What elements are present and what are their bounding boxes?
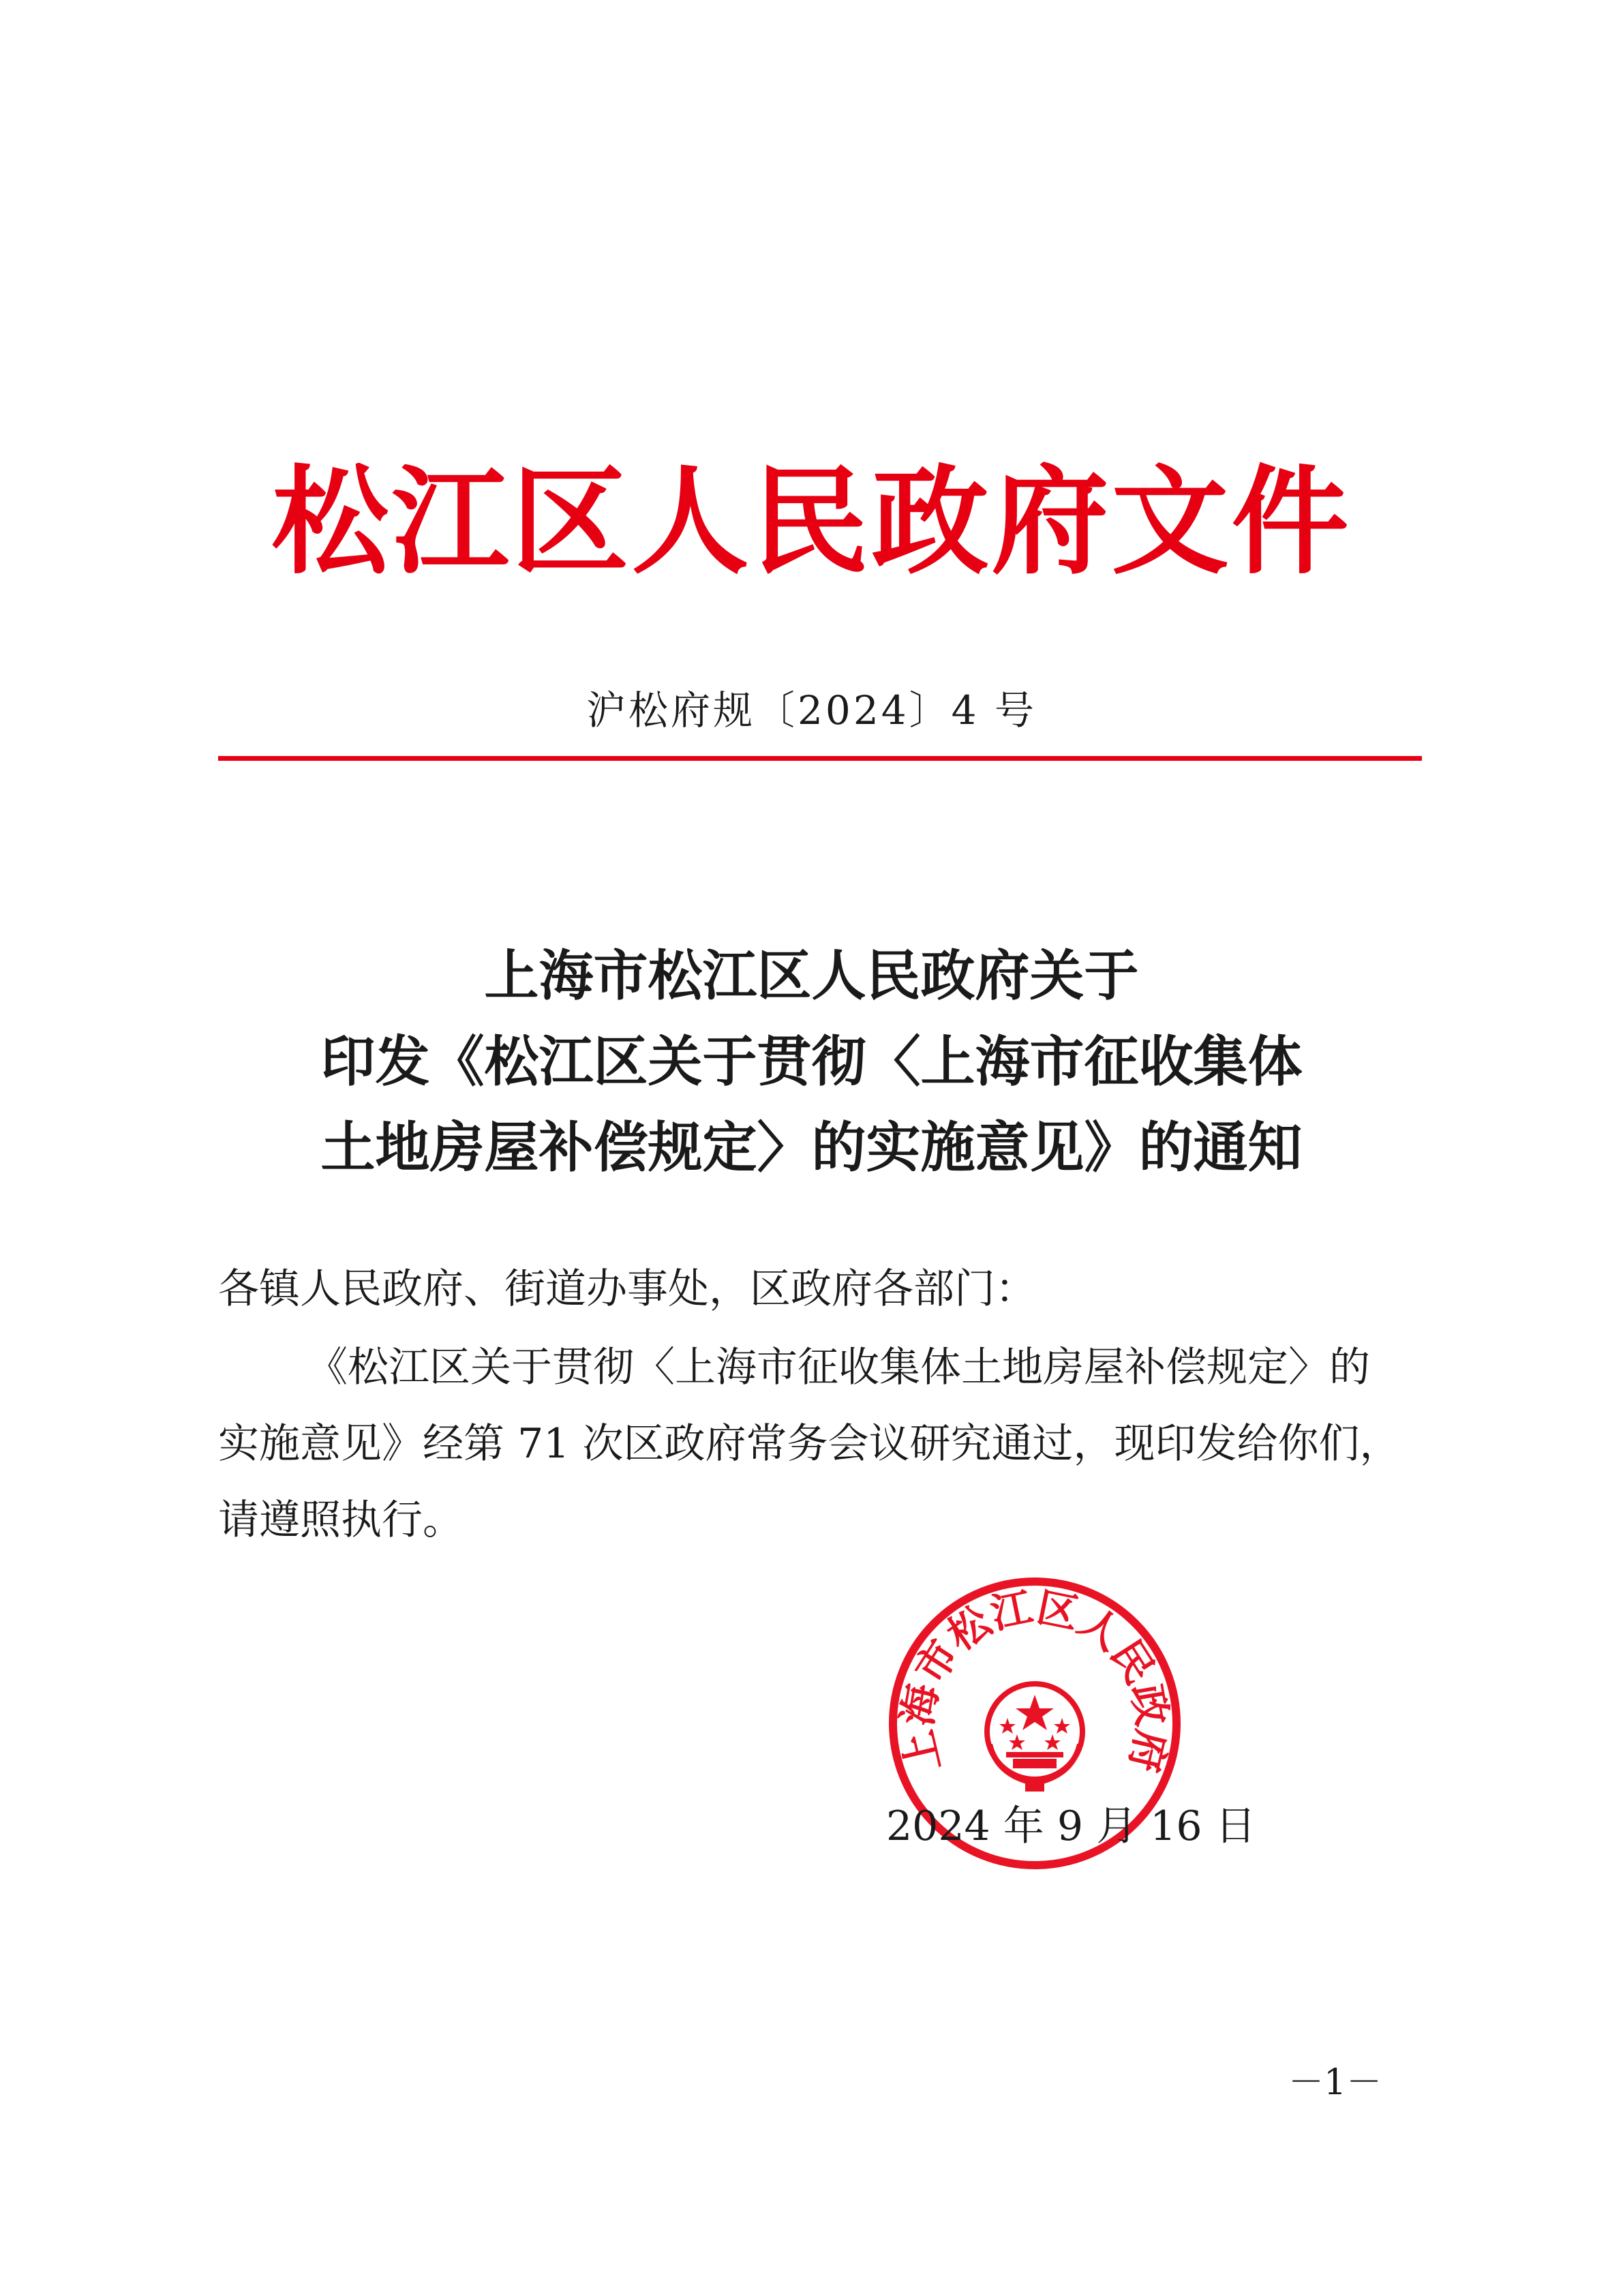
- document-number: 沪松府规〔2024〕4 号: [586, 687, 1037, 734]
- body-line: 实施意见》经第 71 次区政府常务会议研究通过，现印发给你们，: [218, 1420, 1401, 1468]
- title-line: 印发《松江区关于贯彻〈上海市征收集体: [320, 1029, 1303, 1093]
- masthead-title: 松江区人民政府文件: [271, 452, 1352, 590]
- body-line: 请遵照执行。: [218, 1496, 464, 1544]
- title-line: 上海市松江区人民政府关于: [484, 943, 1139, 1008]
- national-emblem-icon: [987, 1684, 1082, 1792]
- title-line: 土地房屋补偿规定〉的实施意见》的通知: [320, 1115, 1303, 1179]
- seal-text: 上海市松江区人民政府: [893, 1583, 1177, 1777]
- document-title: [0, 933, 1623, 1190]
- red-divider: [218, 756, 1422, 761]
- body-text: [218, 1329, 1431, 1558]
- body-line: 《松江区关于贯彻〈上海市征收集体土地房屋补偿规定〉的: [307, 1344, 1370, 1391]
- issue-date: 2024 年 9 月 16 日: [886, 1802, 1256, 1850]
- addressee: 各镇人民政府、街道办事处，区政府各部门：: [218, 1265, 1036, 1313]
- page-number: －1－: [1288, 2062, 1382, 2103]
